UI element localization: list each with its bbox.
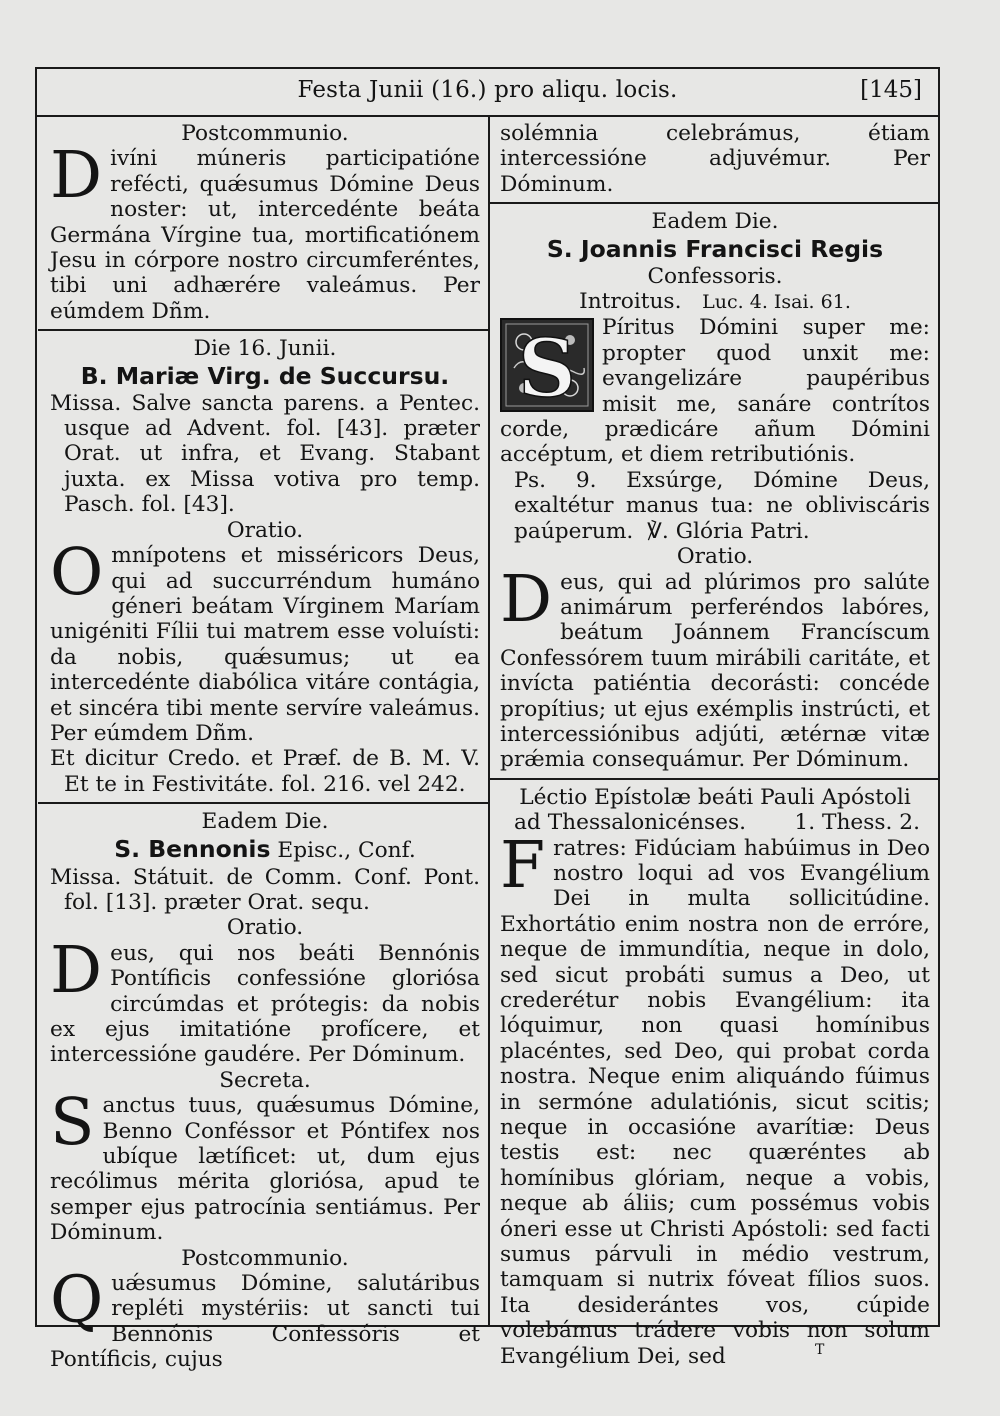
- versicle: ℣. Glória Patri.: [647, 518, 810, 544]
- postcommunio-heading: Postcommunio.: [181, 1245, 349, 1271]
- feast-date: Die 16. Junii.: [193, 336, 337, 362]
- oratio-paragraph: [500, 561, 930, 773]
- eadem-die: Eadem Die.: [651, 209, 779, 235]
- postcommunio2-text: uǽsumus Dómine, salutáribus repléti mystériis: ut sancti tui Bennónis Confessóris et Pontíficis, cujus: [50, 1271, 480, 1373]
- drop-cap: D: [500, 561, 553, 637]
- section-rule: [488, 778, 940, 780]
- missa-statuit-rubric: Missa. Státuit. de Comm. Conf. Pont. fol. [13]. præter Orat. sequ.: [50, 864, 480, 915]
- lectio-ref: 1. Thess. 2.: [794, 810, 920, 836]
- drop-cap: F: [500, 827, 546, 903]
- introitus-ref: Luc. 4. Isai. 61.: [702, 291, 851, 314]
- feast-title-bennonis: [50, 835, 480, 865]
- drop-cap: Q: [50, 1263, 104, 1339]
- introitus-label: Introitus.: [579, 289, 682, 315]
- ornate-initial-s: [500, 318, 594, 412]
- lectio-heading: [500, 785, 930, 836]
- ornate-initial-s-icon: [500, 318, 594, 412]
- postcommunio2-paragraph: [50, 1263, 480, 1373]
- oratio-heading: Oratio.: [226, 517, 304, 543]
- postcommunio-text: ivíni múneris participatióne refécti, quǽsumus Dómine Deus noster: ut, intercedénte beáta Germána Vírgine tua, mortificatiónem Jesu in córpore nostro circumferéntes, tibi uni adhærére valeámus. Per eúmdem Dñm.: [50, 146, 480, 324]
- running-title: Festa Junii (16.) pro aliqu. locis.: [297, 77, 678, 103]
- introitus-text: Píritus Dómini super me: propter quod unxit me: evangelizáre paupéribus misit me, sanáre contrítos corde, prædicáre añum Dómini accéptum, et diem retributiónis.: [500, 315, 930, 468]
- section-rule: [488, 202, 940, 204]
- confessoris-label: Confessoris.: [647, 263, 783, 289]
- introitus-line: [500, 289, 930, 315]
- continued-text: solémnia celebrámus, étiam intercessióne adjuvémur. Per Dóminum.: [500, 121, 930, 197]
- drop-cap: O: [50, 535, 104, 611]
- oratio2-text: eus, qui nos beáti Bennónis Pontíficis confessióne gloriósa circúmdas et prótegis: da nobis ex ejus imitatióne profícere, et intercessióne gaudére. Per Dóminum.: [50, 940, 480, 1068]
- introitus-paragraph: [500, 315, 930, 467]
- section-rule: [38, 329, 490, 331]
- page-frame: [35, 67, 940, 1373]
- drop-cap: S: [50, 1085, 95, 1161]
- feast-title-regis: S. Joannis Francisci Regis: [546, 234, 884, 263]
- section-rule: [38, 802, 490, 804]
- running-head: [37, 69, 938, 117]
- left-column: [50, 121, 480, 1373]
- lectio-line-2: [500, 810, 930, 835]
- oratio-text: eus, qui ad plúrimos pro salúte animárum perferéndos labóres, beátum Joánnem Francíscum Confessórem tuum mirábili caritáte, et invícta patiéntia decorásti: concéde propítius; ut ejus exémplis instrúcti, et intercessiónibus adjúti, ætérnæ vitæ prǽmia consequámur. Per Dóminum.: [500, 569, 930, 773]
- lectio-recipients: ad Thessalonicénses.: [514, 810, 746, 836]
- column-divider: [488, 117, 490, 1325]
- drop-cap: D: [50, 138, 103, 214]
- postcommunio-heading: Postcommunio.: [181, 121, 349, 146]
- psalm-text: Ps. 9. Exsúrge, Dómine Deus, exaltétur manus tua: ne obliviscáris paúperum.: [514, 467, 930, 544]
- drop-cap: D: [50, 932, 103, 1008]
- bennonis-name: S. Bennonis: [114, 834, 271, 863]
- eadem-die: Eadem Die.: [201, 809, 329, 835]
- lectio-line-1: Léctio Epístolæ beáti Pauli Apóstoli: [519, 784, 911, 810]
- page-number: [145]: [860, 77, 922, 103]
- oratio2-paragraph: [50, 932, 480, 1068]
- bennonis-rank: Episc., Conf.: [270, 837, 416, 863]
- lectio-text: ratres: Fidúciam habúimus in Deo nostro loqui ad vos Evangélium Dei in multa sollicitúdine. Exhortátio enim nostra non de erróre, neque de immundítia, neque in dolo, sed sicut probáti sumus a Deo, ut crederétur nobis Evangélium: ita lóquimur, non quasi homínibus placéntes, sed Deo, qui probat corda nostra. Neque enim aliquándo fúimus in sermóne adulatiónis, sicut scitis; neque in occasióne avarítiæ: Deus testis est: nec quæréntes ab homínibus glóriam, neque a vobis, neque ab áliis; cum possémus vobis óneri esse ut Christi Apóstoli: sed facti sumus párvuli in médio vestrum, tamquam si nutrix fóveat fílios suos. Ita desiderántes vos, cúpide volebámus trádere vobis non solum Evangélium Dei, sed: [500, 835, 930, 1369]
- missa-rubric: Missa. Salve sancta parens. a Pentec. usque ad Advent. fol. [43]. præter Orat. ut infra, et Evang. Stabant juxta. ex Missa votiva pro temp. Pasch. fol. [43].: [50, 390, 480, 518]
- feast-title-mariae: B. Mariæ Virg. de Succursu.: [80, 361, 450, 390]
- oratio-paragraph: [50, 535, 480, 746]
- right-column: [500, 121, 930, 1369]
- oratio-heading: Oratio.: [676, 544, 754, 570]
- psalm-verse: [500, 468, 930, 544]
- oratio-text: mnípotens et misséricors Deus, qui ad succurréndum humáno géneri beátam Vírginem Maríam unigéniti Fílii tui matrem esse voluísti: da nobis, quǽsumus; ut ea intercedénte diabólica vitáre contágia, et sincéra tibi mente servíre valeámus. Per eúmdem Dñm.: [50, 543, 480, 746]
- oratio-heading: Oratio.: [226, 915, 304, 941]
- signature-mark: T: [815, 1342, 825, 1358]
- svg-text:S: S: [518, 321, 576, 413]
- credo-rubric: Et dicitur Credo. et Præf. de B. M. V. Et te in Festivitáte. fol. 216. vel 242.: [50, 746, 480, 797]
- secreta-text: anctus tuus, quǽsumus Dómine, Benno Conféssor et Póntifex nos ubíque lætíficet: ut, dum ejus recólimus mérita gloriósa, apud te semper ejus patrocínia sentiámus. Per Dóminum.: [50, 1093, 480, 1246]
- postcommunio-paragraph: [50, 138, 480, 324]
- secreta-heading: Secreta.: [219, 1067, 311, 1093]
- secreta-paragraph: [50, 1085, 480, 1246]
- lectio-paragraph: [500, 827, 930, 1370]
